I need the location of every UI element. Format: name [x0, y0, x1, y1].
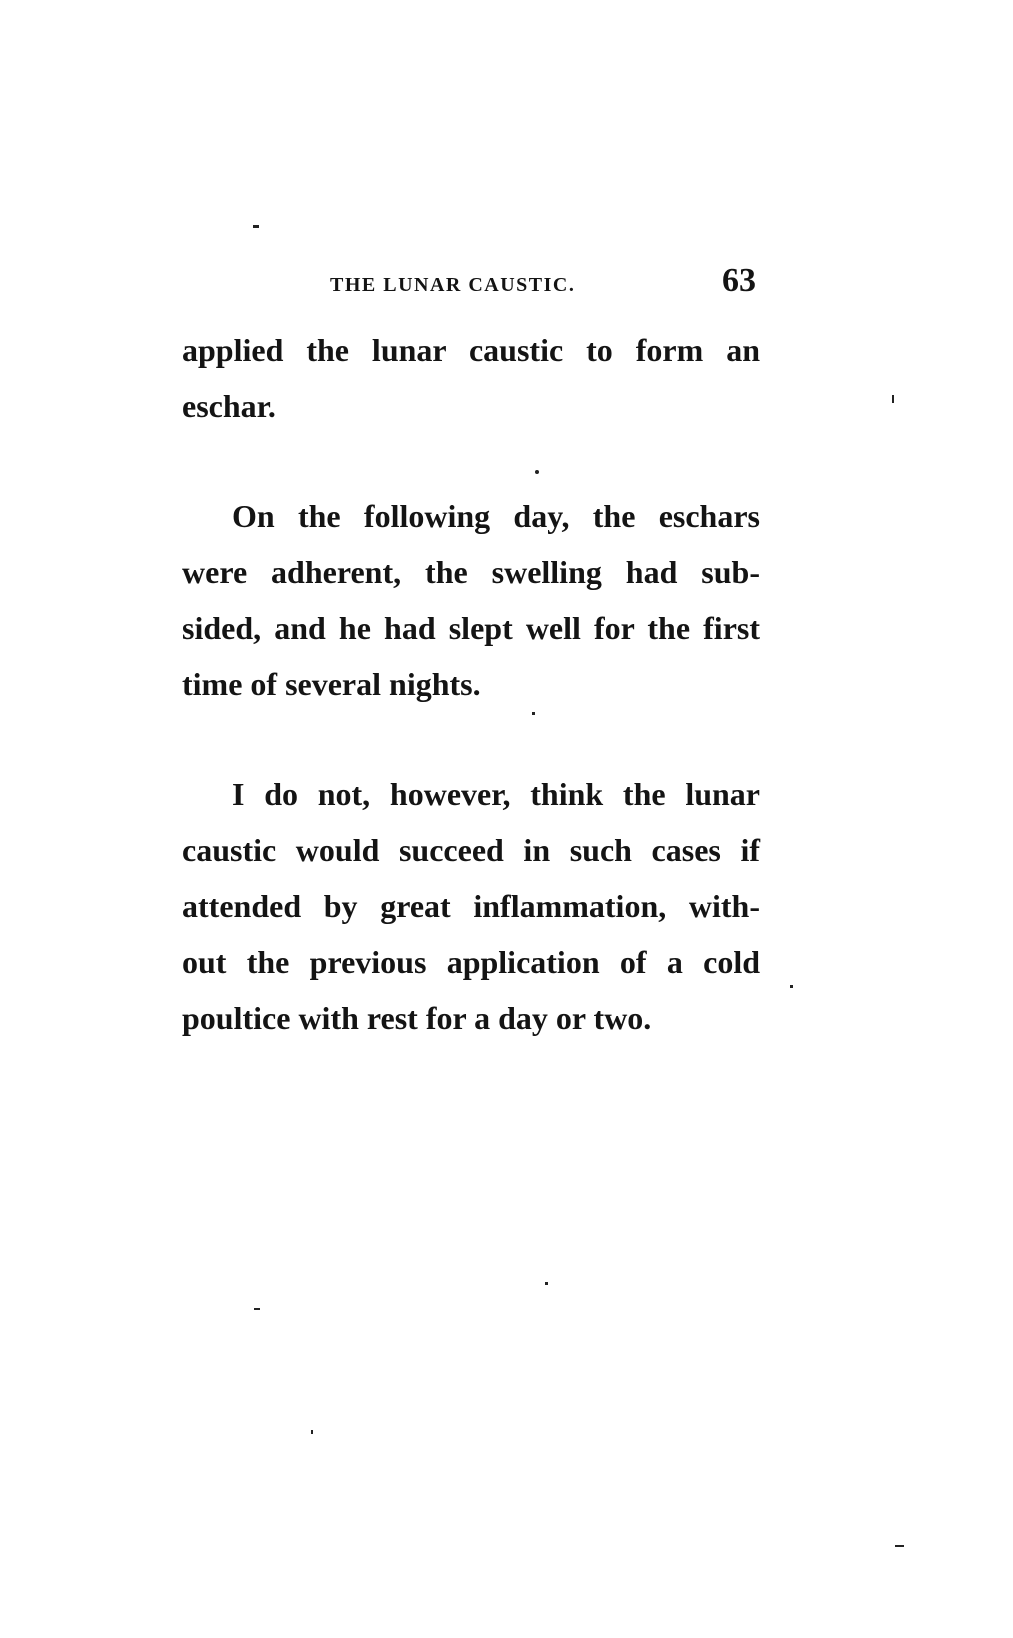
- paragraph-line: applied the lunar caustic to form an: [182, 332, 760, 368]
- scan-speck: [895, 1545, 904, 1547]
- scan-speck: [253, 225, 259, 228]
- scan-speck: [892, 395, 894, 403]
- paragraph-line: caustic would succeed in such cases if: [182, 832, 760, 868]
- scan-speck: [254, 1308, 260, 1310]
- paragraph-line: were adherent, the swelling had sub-: [182, 554, 760, 590]
- paragraph-3: [182, 766, 760, 1046]
- scan-speck: [311, 1430, 313, 1434]
- paragraph-line: eschar.: [182, 388, 276, 424]
- scan-speck: [535, 470, 539, 474]
- paragraph-line: sided, and he had slept well for the first: [182, 610, 760, 646]
- paragraph-1: [182, 322, 760, 434]
- scan-speck: [790, 985, 793, 988]
- paragraph-line: attended by great inflammation, with-: [182, 888, 760, 924]
- paragraph-line: out the previous application of a cold: [182, 944, 760, 980]
- scan-speck: [545, 1282, 548, 1285]
- running-head-title: THE LUNAR CAUSTIC.: [330, 274, 576, 296]
- paragraph-line: I do not, however, think the lunar: [232, 776, 760, 812]
- paragraph-line: On the following day, the eschars: [232, 498, 760, 534]
- paragraph-line: poultice with rest for a day or two.: [182, 1000, 652, 1036]
- page-number: 63: [722, 262, 756, 299]
- paragraph-line: time of several nights.: [182, 666, 481, 702]
- scan-speck: [532, 712, 535, 715]
- paragraph-2: [182, 488, 760, 712]
